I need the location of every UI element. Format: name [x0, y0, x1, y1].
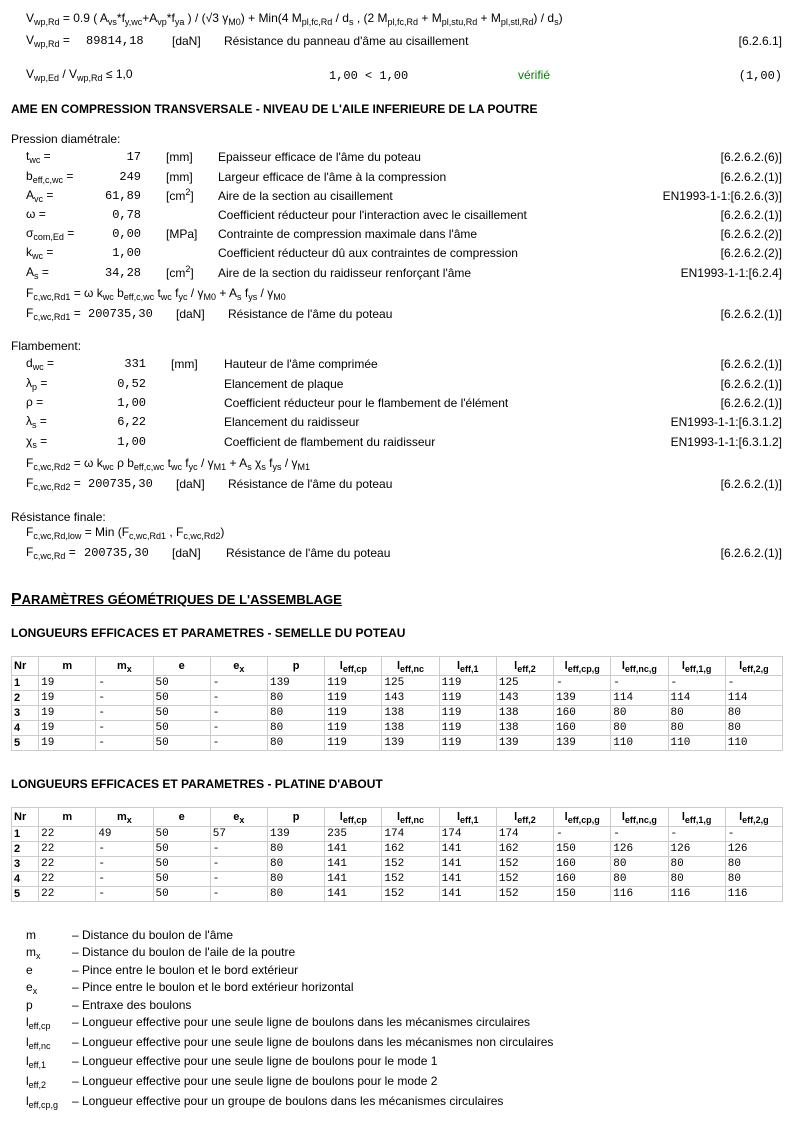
vwp-symbol: $V_{wp,Rd}$ = — [26, 33, 70, 49]
check-ratio: (1,00) — [738, 69, 782, 83]
table-cell: 80 — [611, 857, 668, 872]
vwp-formula: $V_{wp,Rd} = 0.9$ ( $A_{vs}*f_{y,wc}+A_{vp}*f_{ya}$ ) / (√3 $\gamma_{M0}) + Min(4$ $M_{pl,fc,Rd} / d_s$ , (2 $M_{pl,fc,Rd} + M_{pl,stu,Rd} + M_{pl,stl,Rd}) / d_s$) — [26, 11, 563, 27]
col-header: $l_{eff,2}$ — [496, 657, 553, 676]
legend-sym-e: e — [26, 963, 33, 977]
table-cell: - — [210, 872, 267, 887]
table-cell: 126 — [668, 842, 725, 857]
table-cell: 80 — [267, 872, 324, 887]
col-header: Nr — [12, 808, 39, 827]
desc-omega: Coefficient réducteur pour l'interaction avec le cisaillement — [218, 208, 527, 222]
legend-desc-leff-1: – Longueur effective pour une seule ligne de boulons pour le mode 1 — [72, 1054, 438, 1068]
table-cell: - — [554, 827, 611, 842]
table-cell: 152 — [496, 857, 553, 872]
val-omega: 0,78 — [112, 208, 141, 222]
legend-desc-leff-2: – Longueur effective pour une seule ligne de boulons pour le mode 2 — [72, 1074, 438, 1088]
table-cell: 141 — [439, 842, 496, 857]
desc-beff: Largeur efficace de l'âme à la compression — [218, 170, 447, 184]
table-cell: 152 — [382, 872, 439, 887]
table-cell: 22 — [39, 887, 96, 902]
table-cell: 141 — [325, 887, 382, 902]
unit-twc: [mm] — [166, 150, 193, 164]
table-cell: - — [96, 842, 153, 857]
col-header: $e_x$ — [210, 808, 267, 827]
ref-lambda-s: EN1993-1-1:[6.3.1.2] — [670, 415, 782, 429]
table-cell: 80 — [611, 872, 668, 887]
vwp-ref: [6.2.6.1] — [738, 34, 782, 48]
table-cell: 19 — [39, 736, 96, 751]
table-cell: 235 — [325, 827, 382, 842]
table-cell: 80 — [267, 857, 324, 872]
table-row — [12, 827, 783, 842]
table-cell: - — [210, 736, 267, 751]
table-cell: 139 — [382, 736, 439, 751]
legend-sym-leff-2: $l_{eff,2}$ — [26, 1074, 47, 1090]
table-cell: 152 — [496, 887, 553, 902]
table-cell: 174 — [496, 827, 553, 842]
check-expr: 1,00 < 1,00 — [329, 69, 409, 83]
sym-omega: ω = — [26, 207, 46, 221]
col-header: e — [153, 808, 210, 827]
col-header: $l_{eff,1}$ — [439, 808, 496, 827]
legend-sym-leff-nc: $l_{eff,nc}$ — [26, 1035, 51, 1051]
table-cell: - — [96, 691, 153, 706]
table-row — [12, 857, 783, 872]
ame-section-title: AME EN COMPRESSION TRANSVERSALE - NIVEAU DE L'AILE INFERIEURE DE LA POUTRE — [11, 102, 538, 116]
table-cell: 80 — [267, 736, 324, 751]
table-cell: 22 — [39, 872, 96, 887]
table-cell: 50 — [153, 872, 210, 887]
col-header: $l_{eff,nc}$ — [382, 808, 439, 827]
legend-sym-m: m — [26, 928, 36, 942]
table-platine-about — [11, 807, 783, 902]
table-cell: - — [668, 827, 725, 842]
val-kwc: 1,00 — [112, 246, 141, 260]
col-header: $l_{eff,cp,g}$ — [554, 808, 611, 827]
table-cell: 80 — [611, 706, 668, 721]
pression-result-desc: Résistance de l'âme du poteau — [228, 307, 393, 321]
ref-sigma: [6.2.6.2.(2)] — [720, 227, 782, 241]
unit-dwc: [mm] — [171, 357, 198, 371]
table-cell: 160 — [554, 721, 611, 736]
col-header: $l_{eff,cp}$ — [325, 808, 382, 827]
table-cell: 119 — [439, 706, 496, 721]
table-cell: 116 — [611, 887, 668, 902]
table-cell: 80 — [725, 872, 782, 887]
unit-sigma: [MPa] — [166, 227, 198, 241]
sym-lambda-s: $\lambda_s$ = — [26, 414, 47, 430]
desc-twc: Epaisseur efficace de l'âme du poteau — [218, 150, 421, 164]
sym-lambda-p: $\lambda_p$ = — [26, 376, 48, 392]
table-cell: 138 — [382, 721, 439, 736]
table-cell: 143 — [382, 691, 439, 706]
final-formula: $F_{c,wc,Rd,low}$ = Min ($F_{c,wc,Rd1}$ , $F_{c,wc,Rd2}$) — [26, 525, 225, 541]
table-cell: 150 — [554, 842, 611, 857]
table-row — [12, 842, 783, 857]
table-header-row — [12, 808, 783, 827]
table-cell: - — [210, 691, 267, 706]
sym-twc: $t_{wc}$ = — [26, 149, 51, 165]
table-cell: 50 — [153, 706, 210, 721]
legend-desc-leff-cp-g: – Longueur effective pour un groupe de boulons dans les mécanismes circulaires — [72, 1094, 504, 1108]
row-number-cell: 4 — [12, 872, 39, 887]
table-cell: - — [96, 706, 153, 721]
table-cell: 139 — [267, 827, 324, 842]
val-avc: 61,89 — [104, 189, 141, 203]
table-cell: 110 — [668, 736, 725, 751]
sym-avc: $A_{vc}$ = — [26, 188, 54, 204]
ref-omega: [6.2.6.2.(1)] — [720, 208, 782, 222]
table-cell: 160 — [554, 872, 611, 887]
table-cell: 150 — [554, 887, 611, 902]
table-cell: 110 — [725, 736, 782, 751]
table-cell: 19 — [39, 676, 96, 691]
val-twc: 17 — [126, 150, 141, 164]
legend-desc-e: – Pince entre le boulon et le bord extérieur — [72, 963, 299, 977]
pression-formula: $F_{c,wc,Rd1} = \omega$ $k_{wc}$ $b_{eff,c,wc}$ $t_{wc}$ $f_{yc} / \gamma_{M0} + A_s$ $f_{ys} / \gamma_{M0}$ — [26, 286, 286, 302]
table-cell: - — [611, 676, 668, 691]
row-number-cell: 4 — [12, 721, 39, 736]
legend-desc-p: – Entraxe des boulons — [72, 998, 192, 1012]
col-header: $l_{eff,cp}$ — [325, 657, 382, 676]
table-cell: 141 — [325, 857, 382, 872]
table-cell: 80 — [725, 706, 782, 721]
sym-as: $A_s$ = — [26, 265, 49, 281]
table-cell: 22 — [39, 857, 96, 872]
table-cell: - — [554, 676, 611, 691]
table-cell: 114 — [725, 691, 782, 706]
row-number-cell: 2 — [12, 842, 39, 857]
col-header: $l_{eff,nc}$ — [382, 657, 439, 676]
row-number-cell: 5 — [12, 736, 39, 751]
table-cell: 80 — [725, 857, 782, 872]
sym-kwc: $k_{wc}$ = — [26, 245, 54, 261]
row-number-cell: 3 — [12, 706, 39, 721]
table-header-row — [12, 657, 783, 676]
table-cell: 152 — [382, 887, 439, 902]
col-header: $l_{eff,1}$ — [439, 657, 496, 676]
table-cell: 139 — [554, 736, 611, 751]
table-cell: 139 — [554, 691, 611, 706]
col-header: p — [267, 657, 324, 676]
col-header: $l_{eff,cp,g}$ — [554, 657, 611, 676]
table-cell: 80 — [668, 857, 725, 872]
sym-dwc: $d_{wc}$ = — [26, 356, 55, 372]
flamb-result-unit: [daN] — [176, 477, 205, 491]
sym-rho: ρ = — [26, 395, 44, 409]
ref-rho: [6.2.6.2.(1)] — [720, 396, 782, 410]
desc-chi-s: Coefficient de flambement du raidisseur — [224, 435, 436, 449]
val-as: 34,28 — [104, 266, 141, 280]
table-cell: - — [96, 721, 153, 736]
table-cell: - — [210, 706, 267, 721]
val-beff: 249 — [119, 170, 141, 184]
val-dwc: 331 — [124, 357, 146, 371]
table-cell: 80 — [668, 872, 725, 887]
table-cell: 22 — [39, 827, 96, 842]
col-header: m — [39, 808, 96, 827]
table-cell: 80 — [668, 706, 725, 721]
vwp-value: 89814,18 — [86, 34, 144, 48]
table-cell: 80 — [267, 887, 324, 902]
legend-desc-leff-nc: – Longueur effective pour une seule ligne de boulons dans les mécanismes non circulaires — [72, 1035, 554, 1049]
row-number-cell: 1 — [12, 676, 39, 691]
final-title: Résistance finale: — [11, 510, 106, 524]
table-cell: 139 — [267, 676, 324, 691]
row-number-cell: 2 — [12, 691, 39, 706]
table-cell: 19 — [39, 691, 96, 706]
flamb-formula: $F_{c,wc,Rd2} = \omega$ $k_{wc}$ ρ $b_{eff,c,wc}$ $t_{wc}$ $f_{yc} / \gamma_{M1} + A_s$ $\chi_s$ $f_{ys} / \gamma_{M1}$ — [26, 456, 311, 472]
desc-rho: Coefficient réducteur pour le flambement de l'élément — [224, 396, 509, 410]
col-header: $l_{eff,1,g}$ — [668, 657, 725, 676]
table-cell: 125 — [382, 676, 439, 691]
table-cell: - — [96, 872, 153, 887]
table-cell: - — [668, 676, 725, 691]
col-header: e — [153, 657, 210, 676]
final-result-symbol: $F_{c,wc,Rd}$ = — [26, 545, 76, 561]
table-cell: 119 — [439, 721, 496, 736]
check-label: $V_{wp,Ed} / V_{wp,Rd} \le 1,0$ — [26, 67, 133, 83]
table-cell: 116 — [668, 887, 725, 902]
final-result-value: 200735,30 — [84, 546, 149, 560]
table-cell: 152 — [382, 857, 439, 872]
table-cell: 126 — [725, 842, 782, 857]
sym-chi-s: $\chi_s$ = — [26, 434, 48, 450]
pression-result-symbol: $F_{c,wc,Rd1}$ = — [26, 306, 81, 322]
table-cell: 80 — [725, 721, 782, 736]
sym-beff: $b_{eff,c,wc}$ = — [26, 169, 74, 185]
table-cell: 174 — [382, 827, 439, 842]
unit-avc: $[cm^2]$ — [166, 187, 194, 203]
table-cell: 114 — [668, 691, 725, 706]
table-cell: 50 — [153, 857, 210, 872]
table-cell: 119 — [439, 736, 496, 751]
table-cell: 80 — [267, 842, 324, 857]
final-result-unit: [daN] — [172, 546, 201, 560]
desc-lambda-p: Elancement de plaque — [224, 377, 344, 391]
table-cell: 141 — [325, 872, 382, 887]
table-cell: - — [210, 842, 267, 857]
val-lambda-p: 0,52 — [117, 377, 146, 391]
pression-result-ref: [6.2.6.2.(1)] — [720, 307, 782, 321]
ref-avc: EN1993-1-1:[6.2.6.(3)] — [662, 189, 782, 203]
pression-result-value: 200735,30 — [88, 307, 153, 321]
flamb-title: Flambement: — [11, 339, 82, 353]
table-row — [12, 721, 783, 736]
table-cell: 119 — [325, 736, 382, 751]
unit-as: $[cm^2]$ — [166, 264, 194, 280]
table2-title: LONGUEURS EFFICACES ET PARAMETRES - PLATINE D'ABOUT — [11, 777, 383, 791]
table-cell: - — [96, 887, 153, 902]
val-chi-s: 1,00 — [117, 435, 146, 449]
geo-section-title: PARAMÈTRES GÉOMÉTRIQUES DE L'ASSEMBLAGE — [11, 591, 342, 608]
table-cell: 119 — [325, 706, 382, 721]
col-header: $l_{eff,nc,g}$ — [611, 657, 668, 676]
table-cell: 49 — [96, 827, 153, 842]
table-cell: 80 — [267, 721, 324, 736]
table-cell: 50 — [153, 827, 210, 842]
unit-beff: [mm] — [166, 170, 193, 184]
col-header: $l_{eff,2}$ — [496, 808, 553, 827]
sym-sigma: $\sigma_{com,Ed}$ = — [26, 226, 75, 242]
table-cell: - — [210, 676, 267, 691]
table-cell: 162 — [382, 842, 439, 857]
desc-lambda-s: Elancement du raidisseur — [224, 415, 360, 429]
legend-sym-p: p — [26, 998, 33, 1012]
flamb-result-symbol: $F_{c,wc,Rd2}$ = — [26, 476, 81, 492]
table-cell: 119 — [439, 691, 496, 706]
table-cell: 141 — [439, 872, 496, 887]
desc-as: Aire de la section du raidisseur renforçant l'âme — [218, 266, 472, 280]
desc-dwc: Hauteur de l'âme comprimée — [224, 357, 378, 371]
table-cell: 138 — [496, 706, 553, 721]
table-row — [12, 706, 783, 721]
legend-sym-leff-1: $l_{eff,1}$ — [26, 1054, 47, 1070]
table-cell: 125 — [496, 676, 553, 691]
table-cell: - — [210, 857, 267, 872]
table-cell: 141 — [439, 887, 496, 902]
col-header: $l_{eff,2,g}$ — [725, 657, 782, 676]
col-header: Nr — [12, 657, 39, 676]
table-cell: 139 — [496, 736, 553, 751]
flamb-result-value: 200735,30 — [88, 477, 153, 491]
desc-avc: Aire de la section au cisaillement — [218, 189, 393, 203]
table-cell: 50 — [153, 676, 210, 691]
table-cell: 57 — [210, 827, 267, 842]
table-cell: 141 — [439, 857, 496, 872]
legend-desc-leff-cp: – Longueur effective pour une seule ligne de boulons dans les mécanismes circulaires — [72, 1015, 531, 1029]
table-cell: 143 — [496, 691, 553, 706]
col-header: $e_x$ — [210, 657, 267, 676]
table-cell: 80 — [611, 721, 668, 736]
col-header: $l_{eff,1,g}$ — [668, 808, 725, 827]
table-cell: 119 — [439, 676, 496, 691]
table-cell: 80 — [668, 721, 725, 736]
pression-title: Pression diamétrale: — [11, 132, 121, 146]
table-row — [12, 676, 783, 691]
val-lambda-s: 6,22 — [117, 415, 146, 429]
table1-title: LONGUEURS EFFICACES ET PARAMETRES - SEMELLE DU POTEAU — [11, 626, 406, 640]
col-header: $m_x$ — [96, 808, 153, 827]
table-cell: 22 — [39, 842, 96, 857]
val-sigma: 0,00 — [112, 227, 141, 241]
table-cell: 160 — [554, 706, 611, 721]
table-row — [12, 736, 783, 751]
ref-as: EN1993-1-1:[6.2.4] — [680, 266, 782, 280]
legend-sym-mx: $m_x$ — [26, 945, 41, 961]
legend-sym-leff-cp-g: $l_{eff,cp,g}$ — [26, 1094, 59, 1110]
table-cell: 80 — [267, 706, 324, 721]
table-cell: - — [96, 736, 153, 751]
flamb-result-desc: Résistance de l'âme du poteau — [228, 477, 393, 491]
table-cell: - — [96, 857, 153, 872]
table-row — [12, 872, 783, 887]
table-row — [12, 887, 783, 902]
ref-twc: [6.2.6.2.(6)] — [720, 150, 782, 164]
legend-sym-leff-cp: $l_{eff,cp}$ — [26, 1015, 51, 1031]
table-cell: 162 — [496, 842, 553, 857]
flamb-result-ref: [6.2.6.2.(1)] — [720, 477, 782, 491]
table-cell: 174 — [439, 827, 496, 842]
table-row — [12, 691, 783, 706]
table-semelle-poteau — [11, 656, 783, 751]
table-cell: 50 — [153, 842, 210, 857]
table-cell: 19 — [39, 721, 96, 736]
row-number-cell: 3 — [12, 857, 39, 872]
legend-desc-m: – Distance du boulon de l'âme — [72, 928, 234, 942]
table-cell: 119 — [325, 676, 382, 691]
row-number-cell: 1 — [12, 827, 39, 842]
table-cell: 114 — [611, 691, 668, 706]
vwp-unit: [daN] — [172, 34, 201, 48]
table-cell: 50 — [153, 721, 210, 736]
col-header: $m_x$ — [96, 657, 153, 676]
ref-kwc: [6.2.6.2.(2)] — [720, 246, 782, 260]
table-cell: 152 — [496, 872, 553, 887]
table-cell: 80 — [267, 691, 324, 706]
final-result-ref: [6.2.6.2.(1)] — [720, 546, 782, 560]
ref-lambda-p: [6.2.6.2.(1)] — [720, 377, 782, 391]
table-cell: - — [210, 887, 267, 902]
col-header: $l_{eff,nc,g}$ — [611, 808, 668, 827]
row-number-cell: 5 — [12, 887, 39, 902]
table-cell: 126 — [611, 842, 668, 857]
table-cell: - — [210, 721, 267, 736]
final-result-desc: Résistance de l'âme du poteau — [226, 546, 391, 560]
desc-sigma: Contrainte de compression maximale dans l'âme — [218, 227, 478, 241]
table-cell: 138 — [382, 706, 439, 721]
table-cell: 116 — [725, 887, 782, 902]
desc-kwc: Coefficient réducteur dû aux contraintes de compression — [218, 246, 518, 260]
col-header: m — [39, 657, 96, 676]
col-header: p — [267, 808, 324, 827]
table-cell: - — [96, 676, 153, 691]
table-cell: 160 — [554, 857, 611, 872]
vwp-desc: Résistance du panneau d'âme au cisaillement — [224, 34, 469, 48]
table-cell: 50 — [153, 691, 210, 706]
table-cell: 50 — [153, 887, 210, 902]
table-cell: 119 — [325, 691, 382, 706]
ref-beff: [6.2.6.2.(1)] — [720, 170, 782, 184]
table-cell: 138 — [496, 721, 553, 736]
legend-sym-ex: $e_x$ — [26, 980, 38, 996]
table-cell: 110 — [611, 736, 668, 751]
legend-desc-ex: – Pince entre le boulon et le bord extérieur horizontal — [72, 980, 354, 994]
legend-desc-mx: – Distance du boulon de l'aile de la poutre — [72, 945, 296, 959]
table-cell: 19 — [39, 706, 96, 721]
ref-chi-s: EN1993-1-1:[6.3.1.2] — [670, 435, 782, 449]
val-rho: 1,00 — [117, 396, 146, 410]
table-cell: 141 — [325, 842, 382, 857]
check-status: vérifié — [518, 68, 551, 82]
table-cell: - — [725, 676, 782, 691]
table-cell: - — [611, 827, 668, 842]
table-cell: 50 — [153, 736, 210, 751]
table-cell: - — [725, 827, 782, 842]
ref-dwc: [6.2.6.2.(1)] — [720, 357, 782, 371]
table-cell: 119 — [325, 721, 382, 736]
col-header: $l_{eff,2,g}$ — [725, 808, 782, 827]
pression-result-unit: [daN] — [176, 307, 205, 321]
